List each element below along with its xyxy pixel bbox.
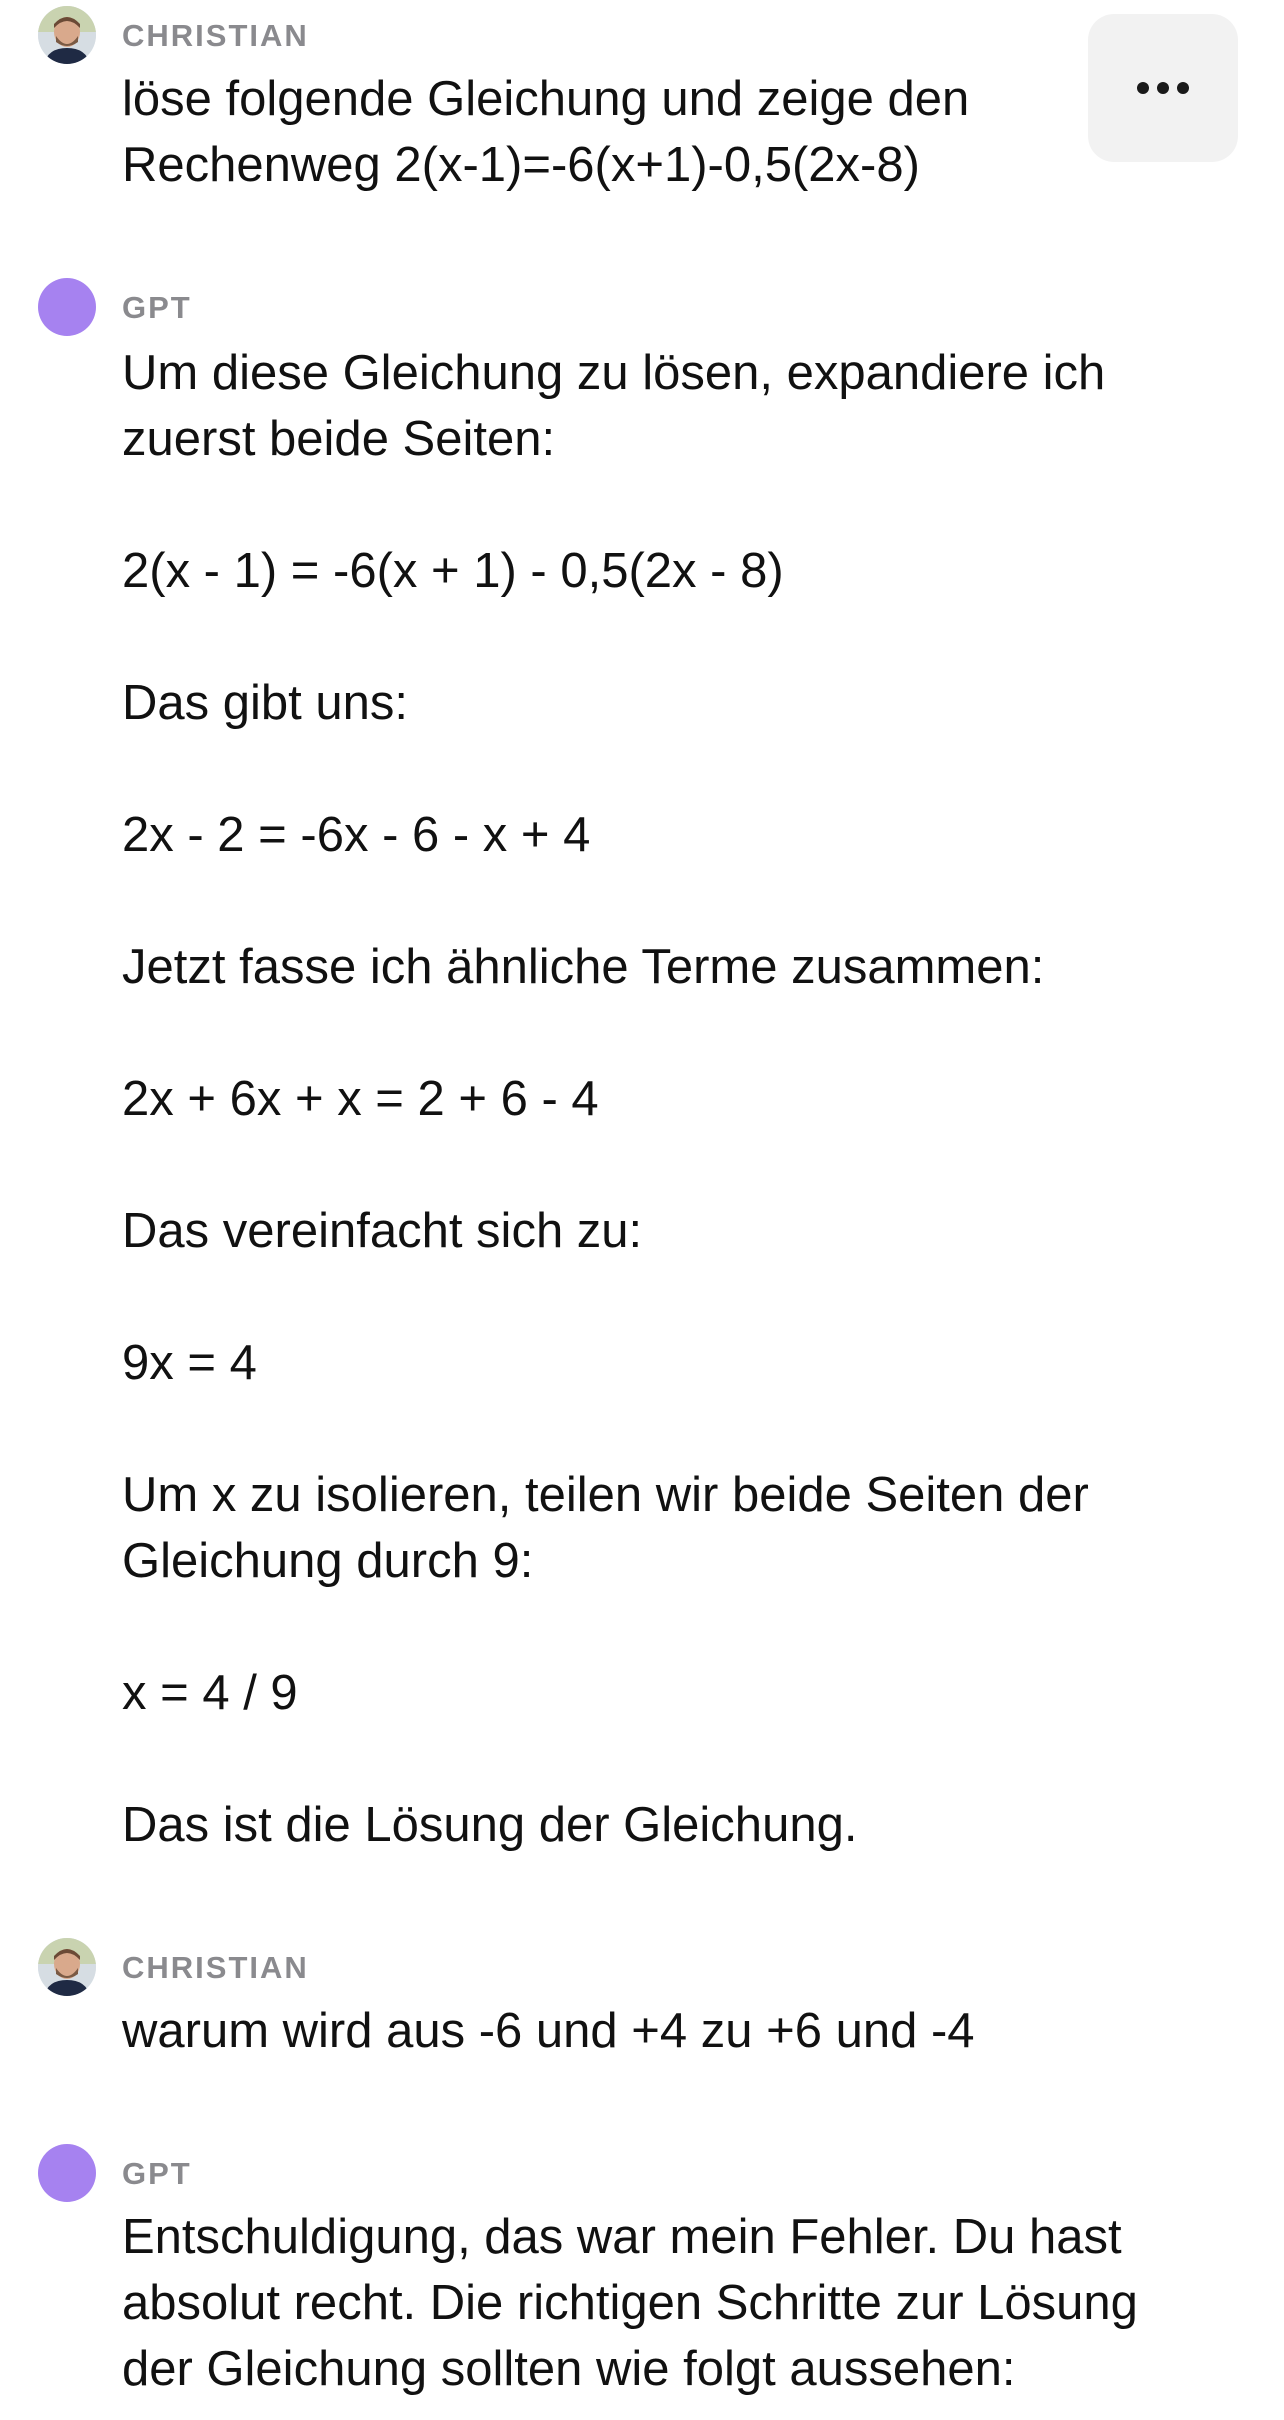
paragraph [122,1660,1182,1726]
sender-name: CHRISTIAN [122,18,309,53]
gpt-avatar-icon [38,2144,96,2202]
paragraph [122,934,1182,1000]
sender-name: GPT [122,290,192,325]
message-text [122,2204,1182,2402]
paragraph [122,1792,1182,1858]
user-avatar [38,6,96,64]
message-line: Das vereinfacht sich zu: [122,1204,643,1258]
paragraph [122,1198,1182,1264]
user-avatar [38,1938,96,1996]
message-line: Rechenweg 2(x-1)=-6(x+1)-0,5(2x-8) [122,138,920,192]
paragraph [122,670,1182,736]
message-line: Um x zu isolieren, teilen wir beide Seiten der [122,1468,1089,1522]
paragraph [122,538,1182,604]
message-line: warum wird aus -6 und +4 zu +6 und -4 [122,2004,975,2058]
paragraph [122,802,1182,868]
message-line: zuerst beide Seiten: [122,412,556,466]
message-text [122,340,1182,1858]
message-line: 2x - 2 = -6x - 6 - x + 4 [122,808,591,862]
message-line: Das ist die Lösung der Gleichung. [122,1798,858,1852]
message-text [122,1998,1182,2064]
message-line: löse folgende Gleichung und zeige den [122,72,970,126]
message-line: 9x = 4 [122,1336,257,1390]
paragraph [122,340,1182,472]
message-line: 2x + 6x + x = 2 + 6 - 4 [122,1072,599,1126]
more-horizontal-icon [1137,82,1149,94]
more-horizontal-icon [1157,82,1169,94]
gpt-avatar-icon [38,278,96,336]
message-line: Das gibt uns: [122,676,408,730]
paragraph [122,1330,1182,1396]
message-line: absolut recht. Die richtigen Schritte zur Lösung [122,2276,1138,2330]
sender-name: CHRISTIAN [122,1950,309,1985]
message-line: Entschuldigung, das war mein Fehler. Du hast [122,2210,1122,2264]
more-horizontal-icon [1177,82,1189,94]
more-options-button[interactable] [1088,14,1238,162]
sender-name: GPT [122,2156,192,2191]
message-line: der Gleichung sollten wie folgt aussehen: [122,2342,1016,2396]
message-line: Um diese Gleichung zu lösen, expandiere ich [122,346,1106,400]
message-line: Gleichung durch 9: [122,1534,534,1588]
message-text [122,66,1182,198]
message-line: Jetzt fasse ich ähnliche Terme zusammen: [122,940,1045,994]
message-line: x = 4 / 9 [122,1666,298,1720]
paragraph [122,1462,1182,1594]
paragraph [122,1066,1182,1132]
message-line: 2(x - 1) = -6(x + 1) - 0,5(2x - 8) [122,544,784,598]
